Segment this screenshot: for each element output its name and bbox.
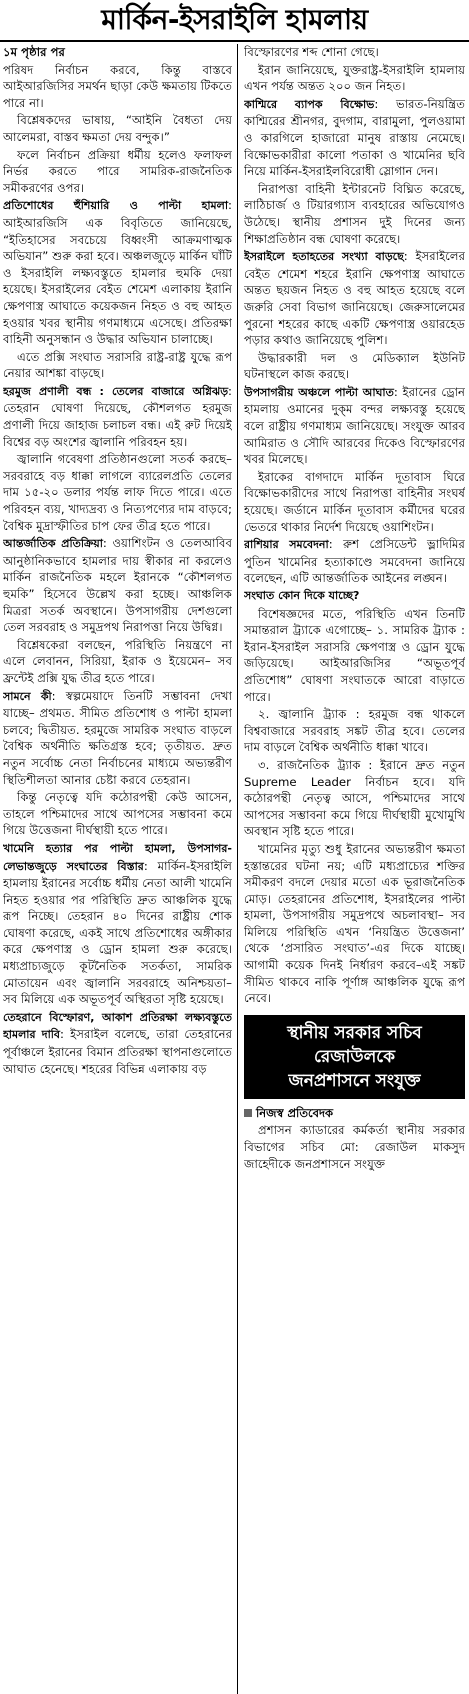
section-heading: ইসরাইলে হতাহতের সংখ্যা বাড়ছে bbox=[244, 250, 404, 264]
section-body: : ইসরাইলের বেইত শেমেশ শহরে ইরানি ক্ষেপণাস্ত্র আঘাতে অন্তত ছয়জন নিহত ও বহু আহত হয়েছে বলে জরুরি সেবা বিভাগ জানিয়েছে। জেরুসালেমের পুরনো শহরের কাছে একটি ক্ষেপণাস্ত্র ওয়ারহেড পড়ার কথাও জানিয়েছে পুলিশ। bbox=[244, 249, 465, 348]
section-heading: খামেনি হত্যার পর পাল্টা হামলা, উপসাগর-লেভান্তজুড়ে সংঘাতের বিস্তার bbox=[3, 841, 232, 873]
paragraph: নিরাপত্তা বাহিনী ইন্টারনেট বিঘ্নিত করেছে, লাঠিচার্জ ও টিয়ারগ্যাস ব্যবহারের অভিযোগও উঠেছে। স্থানীয় প্রশাসন দুই দিনের জন্য শিক্ষাপ্রতিষ্ঠান বন্ধ ঘোষণা করেছে। bbox=[244, 181, 465, 246]
section-body: : ভারত-নিয়ন্ত্রিত কাশ্মিরের শ্রীনগর, বুদগাম, বারামুলা, পুলওয়ামা ও কারগিলে হাজারো মানুষ রাস্তায় নেমেছে। বিক্ষোভকারীরা কালো পতাকা ও খামেনির ছবি নিয়ে মার্কিন-ইসরাইলবিরোধী স্লোগান দেন। bbox=[244, 96, 465, 179]
section-body: : রুশ প্রেসিডেন্ট ভ্লাদিমির পুতিন খামেনির হত্যাকাণ্ডে সমবেদনা জানিয়ে বলেছেন, এটি আন্তর্জাতিক আইনের লঙ্ঘন। bbox=[244, 537, 465, 586]
section bbox=[244, 96, 465, 180]
section bbox=[3, 840, 232, 1008]
section-heading: সামনে কী bbox=[3, 689, 52, 703]
paragraph: ফলে নির্বাচন প্রক্রিয়া ধর্মীয় হলেও ফলাফল নির্ভর করতে পারে সামরিক-রাজনৈতিক সমীকরণের ওপর। bbox=[3, 147, 232, 195]
paragraph: ইরাকের বাগদাদে মার্কিন দূতাবাস ঘিরে বিক্ষোভকারীদের সাথে নিরাপত্তা বাহিনীর সংঘর্ষ হয়েছে। জর্ডানে মার্কিন দূতাবাস কর্মীদের ঘরের ভেতরে থাকার নির্দেশ দিয়েছে ওয়াশিংটন। bbox=[244, 469, 465, 534]
reporter-byline bbox=[244, 1105, 465, 1122]
section bbox=[3, 535, 232, 636]
paragraph: এতে প্রক্সি সংঘাত সরাসরি রাষ্ট্র-রাষ্ট্র যুদ্ধে রূপ নেয়ার আশঙ্কা বাড়ছে। bbox=[3, 349, 232, 381]
article-columns bbox=[0, 44, 469, 1694]
paragraph: বিশ্লেষকদের ভাষায়, “আইনি বৈধতা দেয় আলেমরা, বাস্তব ক্ষমতা দেয় বন্দুক।” bbox=[3, 113, 232, 144]
paragraph: বিশ্লেষকেরা বলছেন, পরিস্থিতি নিয়ন্ত্রণে না এলে লেবানন, সিরিয়া, ইরাক ও ইয়েমেন– সব ফ্রন্টেই প্রক্সি যুদ্ধ তীব্র হতে পারে। bbox=[3, 637, 232, 685]
section-heading: উপসাগরীয় অঞ্চলে পাল্টা আঘাত bbox=[244, 385, 394, 399]
section-heading: আন্তর্জাতিক প্রতিক্রিয়া bbox=[3, 537, 103, 551]
paragraph: জ্বালানি গবেষণা প্রতিষ্ঠানগুলো সতর্ক করছে– সরবরাহে বড় ধাক্কা লাগলে ব্যারেলপ্রতি তেলের দাম ১৫-২০ ডলার পর্যন্ত লাফ দিতে পারে। এতে পরিবহন ব্যয়, খাদ্যদ্রব্য ও নিত্যপণ্যের দাম বাড়বে; বৈশ্বিক মুদ্রাস্ফীতির চাপ ফের তীব্র হতে পারে। bbox=[3, 452, 232, 533]
related-story-headline-box bbox=[244, 1015, 465, 1099]
column-divider bbox=[237, 44, 238, 1694]
section-heading: প্রতিশোধের হুঁশিয়ারি ও পাল্টা হামলা bbox=[3, 199, 229, 213]
section-heading: হরমুজ প্রণালী বন্ধ : তেলের বাজারে অগ্নিঝড় bbox=[3, 384, 229, 398]
jump-line: ১ম পৃষ্ঠার পর bbox=[3, 45, 65, 59]
section-heading: তেহরানে বিস্ফোরণ, আকাশ প্রতিরক্ষা লক্ষ্যবস্তুতে হামলার দাবি bbox=[3, 1010, 232, 1042]
section-body: : স্বল্পমেয়াদে তিনটি সম্ভাবনা দেখা যাচ্ছে– প্রথমত. সীমিত প্রতিশোধ ও পাল্টা হামলা চলবে; দ্বিতীয়ত. হরমুজে সামরিক সংঘাত বাড়লে বৈশ্বিক অর্থনীতি ক্ষতিগ্রস্ত হবে; তৃতীয়ত. দ্রুত নতুন সর্বোচ্চ নেতা নির্বাচনের মাধ্যমে অভ্যন্তরীণ স্থিতিশীলতা আনার চেষ্টা করবে তেহরান। bbox=[3, 688, 232, 787]
related-headline-line: স্থানীয় সরকার সচিব bbox=[287, 1022, 422, 1043]
section-body: : আইআরজিসি এক বিবৃতিতে জানিয়েছে, “ইতিহাসের সবচেয়ে বিধ্বংসী আক্রমণাত্মক অভিযান” শুরু করা হবে। অঞ্চলজুড়ে মার্কিন ঘাঁটি ও ইসরাইলি লক্ষ্যবস্তুতে হামলার হুমকি দেয়া হয়েছে। ইসরাইলের বেইত শেমেশ এলাকায় ইরানি ক্ষেপণাস্ত্র আঘাতে কয়েকজন নিহত ও বহু আহত হওয়ার খবর স্থানীয় গণমাধ্যমে এসেছে। প্রতিরক্ষা বাহিনী অনুসন্ধান ও উদ্ধার অভিযান চালাচ্ছে। bbox=[3, 198, 232, 347]
paragraph: প্রশাসন ক্যাডারের কর্মকর্তা স্থানীয় সরকার বিভাগের সচিব মো: রেজাউল মাকসুদ জাহেদীকে জনপ্রশাসনে সংযুক্ত bbox=[244, 1123, 465, 1171]
paragraph: উদ্ধারকারী দল ও মেডিক্যাল ইউনিট ঘটনাস্থলে কাজ করছে। bbox=[244, 350, 465, 382]
paragraph: পরিষদ নির্বাচন করবে, কিন্তু বাস্তবে আইআরজিসির সমর্থন ছাড়া কেউ ক্ষমতায় টিকতে পারে না। bbox=[3, 62, 232, 110]
section bbox=[244, 248, 465, 349]
section-body: : তেহরান ঘোষণা দিয়েছে, কৌশলগত হরমুজ প্রণালী দিয়ে জাহাজ চলাচল বন্ধ। এই রুট দিয়েই বিশ্বের বড় অংশের জ্বালানি পরিবহন হয়। bbox=[3, 383, 232, 449]
section-heading: রাশিয়ার সমবেদনা bbox=[244, 538, 329, 552]
section-body: : ওয়াশিংটন ও তেলআবিব আনুষ্ঠানিকভাবে হামলার দায় স্বীকার না করলেও মার্কিন রাজনৈতিক মহলে ইরানকে “কৌশলগত হুমকি” হিসেবে উল্লেখ করা হচ্ছে। আঞ্চলিক মিত্ররা সতর্ক অবস্থানে। উপসাগরীয় দেশগুলো তেল সরবরাহ ও সমুদ্রপথ নিরাপত্তা নিয়ে উদ্বিগ্ন। bbox=[3, 536, 232, 635]
reporter-name: নিজস্ব প্রতিবেদক bbox=[256, 1105, 334, 1120]
section bbox=[3, 383, 232, 450]
related-headline-line: রেজাউলকে bbox=[313, 1046, 396, 1067]
headline: মার্কিন-ইসরাইলি হামলায় bbox=[0, 0, 469, 42]
paragraph: খামেনির মৃত্যু শুধু ইরানের অভ্যন্তরীণ ক্ষমতা হস্তান্তরের ঘটনা নয়; এটি মধ্যপ্রাচ্যের শক্তির সমীকরণ বদলে দেয়ার মতো এক ভূরাজনৈতিক মোড়। তেহরানের প্রতিশোধ, ইসরাইলের পাল্টা হামলা, উপসাগরীয় সমুদ্রপথে অচলাবস্থা– সব মিলিয়ে পরিস্থিতি এখন ‘নিয়ন্ত্রিত উত্তেজনা’ থেকে ‘প্রসারিত সংঘাত’-এর দিকে যাচ্ছে। আগামী কয়েক দিনই নির্ধারণ করবে–এই সঙ্কট সীমিত থাকবে নাকি পূর্ণাঙ্গ আঞ্চলিক যুদ্ধে রূপ নেবে। bbox=[244, 841, 465, 1006]
bullet-icon bbox=[244, 1109, 252, 1117]
left-column bbox=[3, 44, 232, 1694]
right-column bbox=[244, 44, 465, 1694]
section-heading: কাশ্মিরে ব্যাপক বিক্ষোভ bbox=[244, 97, 375, 111]
paragraph: ২. জ্বালানি ট্র্যাক : হরমুজ বন্ধ থাকলে বিশ্ববাজারে সরবরাহ সঙ্কট তীব্র হবে। তেলের দাম বাড়লে বৈশ্বিক অর্থনীতি ধাক্কা খাবে। bbox=[244, 707, 465, 755]
paragraph: বিশেষজ্ঞদের মতে, পরিস্থিতি এখন তিনটি সমান্তরাল ট্র্যাকে এগোচ্ছে– ১. সামরিক ট্র্যাক : ইরান-ইসরাইল সরাসরি ক্ষেপণাস্ত্র ও ড্রোন যুদ্ধে জড়িয়েছে। আইআরজিসির “অভূতপূর্ব প্রতিশোধ” ঘোষণা সংঘাতকে আরো বাড়াতে পারে। bbox=[244, 606, 465, 704]
section bbox=[3, 197, 232, 347]
section bbox=[3, 688, 232, 789]
related-headline-line: জনপ্রশাসনে সংযুক্ত bbox=[288, 1070, 421, 1091]
section bbox=[3, 1009, 232, 1077]
paragraph: বিস্ফোরণের শব্দ শোনা গেছে। bbox=[244, 45, 379, 59]
paragraph: কিন্তু নেতৃত্বে যদি কঠোরপন্থী কেউ আসেন, তাহলে পশ্চিমাদের সাথে আপসের সম্ভাবনা কমে গিয়ে উত্তেজনা দীর্ঘস্থায়ী হতে পারে। bbox=[3, 790, 232, 838]
section-body: : ইসরাইল বলেছে, তারা তেহরানের পূর্বাঞ্চলে ইরানের বিমান প্রতিরক্ষা স্থাপনাগুলোতে আঘাত হেনেছে। শহরের বিভিন্ন এলাকায় বড় bbox=[3, 1027, 232, 1076]
section-heading: সংঘাত কোন দিকে যাচ্ছে? bbox=[244, 589, 360, 602]
paragraph: ইরান জানিয়েছে, যুক্তরাষ্ট্র-ইসরাইলি হামলায় এখন পর্যন্ত অন্তত ২০০ জন নিহত। bbox=[244, 62, 465, 94]
section bbox=[244, 384, 465, 468]
section bbox=[244, 536, 465, 587]
paragraph: ৩. রাজনৈতিক ট্র্যাক : ইরানে দ্রুত নতুন Supreme Leader নির্বাচন হবে। যদি কঠোরপন্থী নেতৃত্ব আসে, পশ্চিমাদের সাথে আপসের সম্ভাবনা কমে গিয়ে দীর্ঘস্থায়ী মুখোমুখি অবস্থান সৃষ্টি হতে পারে। bbox=[244, 757, 465, 839]
section-body: : ইরানের ড্রোন হামলায় ওমানের দুক্‌ম বন্দর লক্ষ্যবস্তু হয়েছে বলে রাষ্ট্রীয় গণমাধ্যম জানিয়েছে। সংযুক্ত আরব আমিরাত ও সৌদি আরবের দিকেও বিস্ফোরণের খবর মিলেছে। bbox=[244, 384, 465, 467]
section-body: : মার্কিন-ইসরাইলি হামলায় ইরানের সর্বোচ্চ ধর্মীয় নেতা আলী খামেনি নিহত হওয়ার পর পরিস্থিতি দ্রুত আঞ্চলিক যুদ্ধে রূপ নিচ্ছে। তেহরান ৪০ দিনের রাষ্ট্রীয় শোক ঘোষণা করেছে, একই সাথে প্রতিশোধের অঙ্গীকার করে ক্ষেপণাস্ত্র ও ড্রোন হামলা শুরু করেছে। মধ্যপ্রাচ্যজুড়ে কূটনৈতিক সতর্কতা, সামরিক মোতায়েন এবং জ্বালানি সরবরাহে অনিশ্চয়তা– সব মিলিয়ে এক অভূতপূর্ব অস্থিরতা সৃষ্টি হয়েছে। bbox=[3, 858, 232, 1007]
